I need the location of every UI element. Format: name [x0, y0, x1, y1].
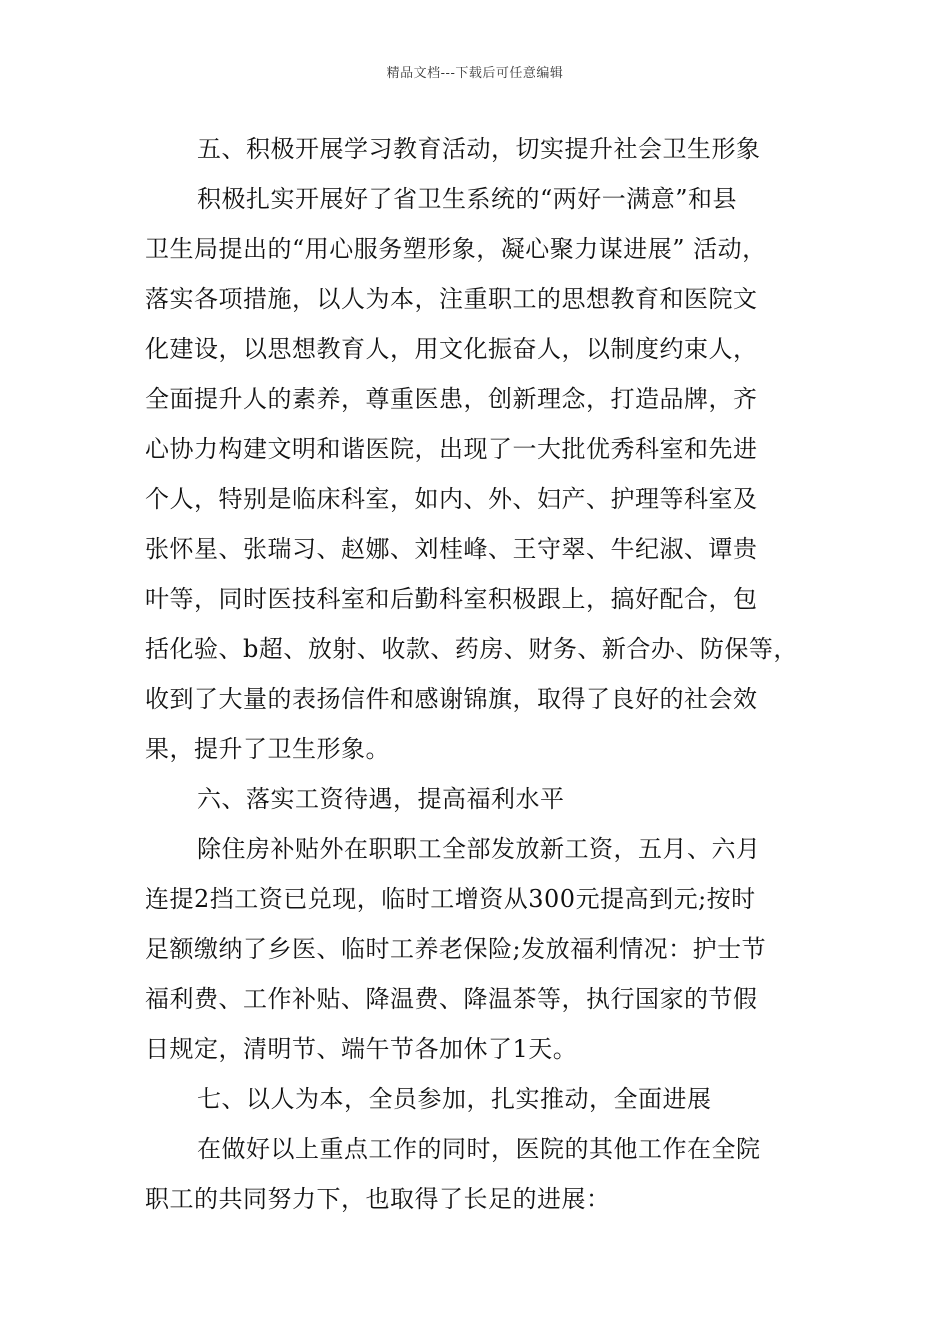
paragraph-line: 在做好以上重点工作的同时，医院的其他工作在全院 — [197, 1135, 761, 1163]
section-heading: 六、落实工资待遇，提高福利水平 — [197, 785, 565, 813]
paragraph-line: 足额缴纳了乡医、临时工养老保险;发放福利情况：护士节 — [145, 935, 767, 963]
section-heading: 五、积极开展学习教育活动，切实提升社会卫生形象 — [197, 135, 761, 163]
paragraph-line: 连提2挡工资已兑现，临时工增资从300元提高到元;按时 — [145, 885, 756, 913]
paragraph-line: 收到了大量的表扬信件和感谢锦旗，取得了良好的社会效 — [145, 685, 758, 713]
paragraph-line: 张怀星、张瑞习、赵娜、刘桂峰、王守翠、牛纪淑、谭贵 — [145, 535, 758, 563]
page-header: 精品文档---下载后可任意编辑 — [386, 66, 564, 81]
paragraph-line: 果，提升了卫生形象。 — [145, 735, 390, 763]
paragraph-line: 积极扎实开展好了省卫生系统的“两好一满意”和县 — [197, 185, 738, 213]
paragraph-line: 落实各项措施，以人为本，注重职工的思想教育和医院文 — [145, 285, 758, 313]
paragraph-line: 除住房补贴外在职职工全部发放新工资，五月、六月 — [197, 835, 761, 863]
paragraph-line: 括化验、b超、放射、收款、药房、财务、新合办、防保等， — [145, 635, 798, 663]
paragraph-line: 心协力构建文明和谐医院，出现了一大批优秀科室和先进 — [145, 435, 758, 463]
paragraph-line: 全面提升人的素养，尊重医患，创新理念，打造品牌，齐 — [145, 385, 758, 413]
paragraph-line: 日规定，清明节、端午节各加休了1天。 — [145, 1035, 578, 1063]
section-heading: 七、以人为本，全员参加，扎实推动，全面进展 — [197, 1085, 712, 1113]
document-body — [145, 124, 825, 1224]
paragraph-line: 个人，特别是临床科室，如内、外、妇产、护理等科室及 — [145, 485, 758, 513]
paragraph-line: 叶等，同时医技科室和后勤科室积极跟上，搞好配合，包 — [145, 585, 758, 613]
paragraph-line: 化建设，以思想教育人，用文化振奋人，以制度约束人， — [145, 335, 758, 363]
paragraph-line: 福利费、工作补贴、降温费、降温茶等，执行国家的节假 — [145, 985, 758, 1013]
paragraph-line: 职工的共同努力下，也取得了长足的进展： — [145, 1185, 611, 1213]
paragraph-line: 卫生局提出的“用心服务塑形象，凝心聚力谋进展” 活动， — [145, 235, 767, 263]
